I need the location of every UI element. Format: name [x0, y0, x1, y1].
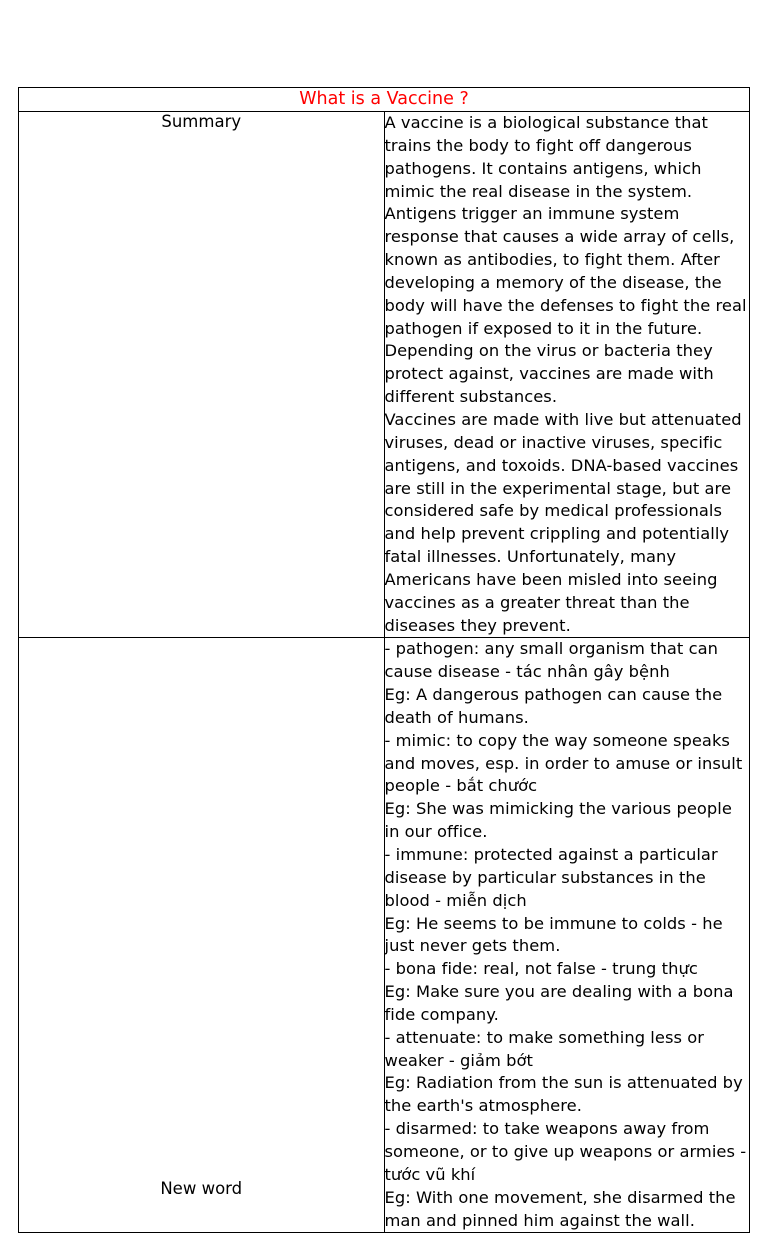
vocab-example: Eg: He seems to be immune to colds - he just never gets them.: [384, 913, 723, 956]
vocab-definition: - immune: protected against a particular disease by particular substances in the blood - miễn dịch: [384, 845, 718, 910]
vocab-example: Eg: Make sure you are dealing with a bona fide company.: [384, 982, 734, 1024]
vocab-example: Eg: Radiation from the sun is attenuated by the earth's atmosphere.: [384, 1073, 743, 1116]
vaccine-table: [18, 87, 750, 1233]
new-word-label: New word: [19, 638, 385, 1233]
summary-label: Summary: [19, 112, 385, 638]
new-word-row: [19, 638, 750, 1233]
summary-paragraph: A vaccine is a biological substance that trains the body to fight off dangerous pathogens. It contains antigens, which mimic the real disease in the system. Antigens trigger an immune system response that causes a wide array of cells, known as antibodies, to fight them. After developing a memory of the disease, the body will have the defenses to fight the real pathogen if exposed to it in the future. Depending on the virus or bacteria they protect against, vaccines are made with different substances.: [384, 113, 747, 407]
vocab-definition: - disarmed: to take weapons away from someone, or to give up weapons or armies - tước vũ khí: [384, 1119, 747, 1184]
new-word-content: [384, 638, 750, 1233]
vocab-definition: - mimic: to copy the way someone speaks and moves, esp. in order to amuse or insult people - bắt chước: [384, 730, 743, 796]
vocab-example: Eg: With one movement, she disarmed the man and pinned him against the wall.: [384, 1187, 736, 1230]
vocab-definition: - pathogen: any small organism that can cause disease - tác nhân gây bệnh: [384, 639, 718, 682]
vocab-example: Eg: A dangerous pathogen can cause the death of humans.: [384, 685, 723, 727]
vocab-example: Eg: She was mimicking the various people in our office.: [384, 799, 732, 842]
table-title: What is a Vaccine ?: [19, 88, 750, 112]
vocab-definition: - bona fide: real, not false - trung thực: [384, 959, 698, 979]
vocab-definition: - attenuate: to make something less or weaker - giảm bớt: [384, 1027, 704, 1070]
summary-paragraph: Vaccines are made with live but attenuated viruses, dead or inactive viruses, specific antigens, and toxoids. DNA-based vaccines are still in the experimental stage, but are considered safe by medical professionals and help prevent crippling and potentially fatal illnesses. Unfortunately, many Americans have been misled into seeing vaccines as a greater threat than the diseases they prevent.: [384, 409, 742, 635]
summary-row: [19, 112, 750, 638]
summary-content: [384, 112, 750, 638]
title-row: [19, 88, 750, 112]
